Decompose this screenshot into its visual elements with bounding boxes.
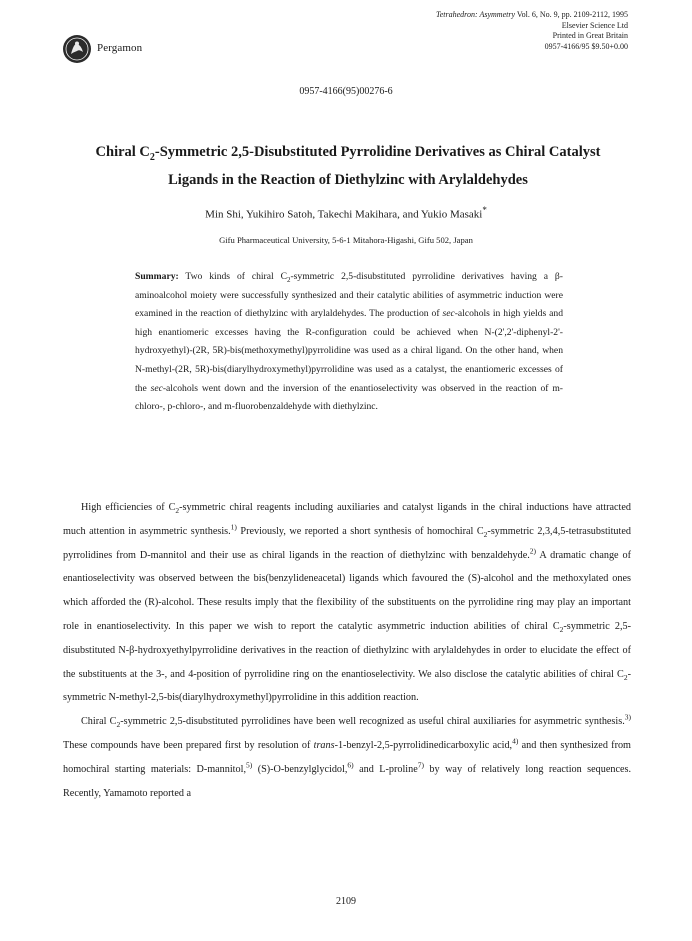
body-text: -symmetric 2,5-disubstituted N-β-hydroxyethylpyrrolidine derivatives in the reaction of diethylzinc with arylaldehydes in order to elucidate the effect of the substituents at the 3-, and 4-position of pyrrolidine ring on the enantioselectivity. We also disclose the catalytic abilities of chiral C (63, 620, 631, 680)
corresponding-author-mark: * (482, 205, 487, 215)
pergamon-seal-icon (62, 34, 92, 64)
body-text: -symmetric N-methyl-2,5-bis(diarylhydroxymethyl)pyrrolidine in this addition reaction. (63, 668, 631, 704)
article-title (70, 141, 626, 191)
body-paragraph (63, 710, 631, 805)
body-text: -1-benzyl-2,5-pyrrolidinedicarboxylic acid, (334, 739, 513, 751)
body-text: -symmetric 2,5-disubstituted pyrrolidines have been well recognized as useful chiral auxiliaries for asymmetric synthesis. (120, 716, 625, 728)
body-text: by way of relatively long reaction sequences. Recently, Yamamoto reported a (63, 763, 632, 799)
reference-marker: 7) (417, 760, 424, 770)
article-doi: 0957-4166(95)00276-6 (299, 86, 393, 97)
page-number: 2109 (336, 896, 356, 907)
body-text: Chiral C (81, 716, 117, 728)
journal-volume: Vol. 6, No. 9, pp. 2109-2112, 1995 (516, 10, 628, 19)
abstract-italic: sec (442, 308, 455, 320)
body-text: -symmetric 2,3,4,5-tetrasubstituted pyrrolidines from D-mannitol and their use as chiral ligands in the reaction of diethylzinc with benzaldehyde. (63, 525, 631, 561)
reference-marker: 1) (230, 522, 237, 532)
journal-line: Elsevier Science Ltd (561, 20, 628, 30)
journal-line: Printed in Great Britain (552, 31, 628, 40)
abstract-subscript: 2 (286, 275, 291, 284)
journal-citation (436, 10, 628, 52)
publisher-name: Pergamon (97, 42, 143, 54)
reference-marker: 6) (347, 760, 354, 770)
journal-name: Tetrahedron: Asymmetry (435, 10, 516, 19)
body-text: A dramatic change of enantioselectivity was observed between the bis(benzylideneacetal) ligands which favoured the (S)-alcohol and the methoxylated ones which afforded the (R)-alcohol. These results imply that the flexibility of the substituents on the pyrrolidine ring may play an important role in enantioselectivity. In this paper we wish to report the catalytic asymmetric induction abilities of chiral C (63, 549, 631, 632)
article-body (63, 496, 631, 805)
body-subscript: 2 (483, 529, 488, 539)
abstract-label: Summary: (135, 271, 179, 282)
body-paragraph (63, 496, 631, 710)
body-text: These compounds have been prepared first by resolution of (63, 739, 314, 751)
author-affiliation: Gifu Pharmaceutical University, 5-6-1 Mitahora-Higashi, Gifu 502, Japan (219, 235, 473, 245)
body-text: and then synthesized from homochiral starting materials: D-mannitol, (63, 739, 631, 775)
body-subscript: 2 (116, 720, 121, 730)
body-text: and L-proline (353, 763, 418, 775)
abstract-italic: sec (150, 382, 163, 394)
abstract-text: -alcohols went down and the inversion of the enantioselectivity was observed in the reaction of m-chloro-, p-chloro-, and m-fluorobenzaldehyde with diethylzinc. (135, 382, 563, 413)
reference-marker: 5) (246, 760, 253, 770)
author-names: Min Shi, Yukihiro Satoh, Takechi Makihara, and Yukio Masaki (205, 208, 483, 221)
body-subscript: 2 (623, 672, 628, 682)
body-text: (S)-O-benzylglycidol, (252, 763, 348, 775)
body-text: Previously, we reported a short synthesis of homochiral C (236, 525, 484, 537)
body-subscript: 2 (175, 506, 180, 516)
title-subscript: 2 (149, 151, 155, 163)
abstract-text: -symmetric 2,5-disubstituted pyrrolidine derivatives having a β-aminoalcohol moiety were successfully synthesized and their catalytic abilities of asymmetric induction were examined in the reaction of diethylzinc with arylaldehydes. The production of (135, 271, 563, 320)
reference-marker: 3) (624, 712, 631, 722)
body-subscript: 2 (559, 625, 564, 635)
abstract-text: Two kinds of chiral C (178, 271, 287, 282)
reference-marker: 2) (529, 546, 537, 556)
author-list (0, 205, 692, 221)
body-text: -symmetric chiral reagents including auxiliaries and catalyst ligands in the chiral inductions have attracted much attention in asymmetric synthesis. (63, 502, 631, 537)
body-italic: trans (313, 739, 335, 751)
journal-line: 0957-4166/95 $9.50+0.00 (544, 41, 628, 51)
abstract (135, 268, 563, 417)
journal-line (436, 10, 628, 21)
reference-marker: 4) (512, 736, 519, 746)
body-text: High efficiencies of C (81, 502, 176, 513)
title-part: Chiral C (95, 144, 150, 160)
abstract-text: -alcohols in high yields and high enantiomeric excesses having the R-configuration could be achieved when N-(2',2'-diphenyl-2'-hydroxyethyl)-(2R, 5R)-bis(methoxymethyl)pyrrolidine was used as a chiral ligand. On the other hand, when N-methyl-(2R, 5R)-bis(diarylhydroxymethyl)pyrrolidine was used as a catalyst, the enantiomeric excesses of the (135, 308, 563, 394)
title-part: -Symmetric 2,5-Disubstituted Pyrrolidine Derivatives as Chiral Catalyst Ligands in the Reaction of Diethylzinc with Arylaldehydes (154, 144, 601, 188)
